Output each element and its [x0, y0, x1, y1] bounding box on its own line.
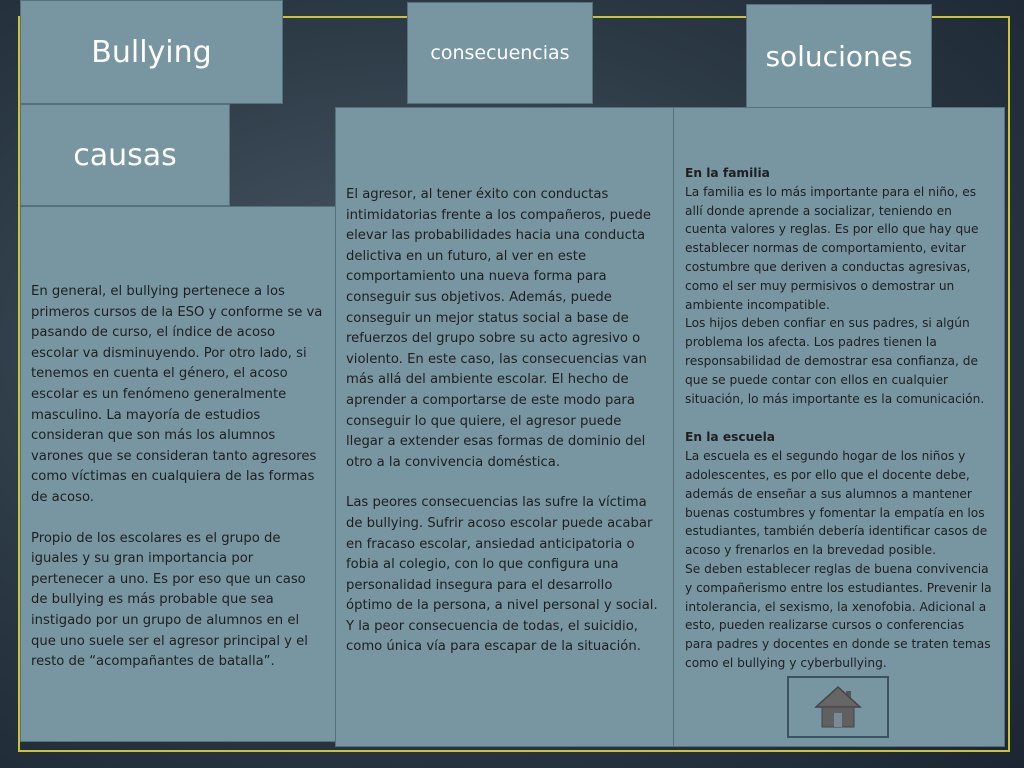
- consecuencias-paragraph-2: Las peores consecuencias las sufre la víctima de bullying. Sufrir acoso escolar puede acabar en fracaso escolar, ansiedad anticipatoria o fobia al colegio, con lo que configura una personalidad insegura para el desarrollo óptimo de la persona, a nivel personal y social. Y la peor consecuencia de todas, el suicidio, como única vía para escapar de la situación.: [346, 495, 658, 655]
- title-consecuencias-text: consecuencias: [430, 42, 570, 64]
- title-causas: [20, 104, 230, 206]
- familia-heading: En la familia: [685, 166, 770, 180]
- escuela-paragraph-2: Se deben establecer reglas de buena convivencia y compañerismo entre los estudiantes. Prevenir la intolerancia, el sexismo, la xenofobia. Adicional a esto, pueden realizarse cursos o conferencias para padres y docentes en donde se traten temas como el bullying y cyberbullying.: [685, 561, 992, 670]
- causas-paragraph-2: Propio de los escolares es el grupo de iguales y su gran importancia por pertenecer a uno. Es por eso que un caso de bullying es más probable que sea instigado por un grupo de alumnos en el que uno suele ser el agresor principal y el resto de “acompañantes de batalla”.: [31, 530, 308, 670]
- title-causas-text: causas: [73, 137, 177, 173]
- title-soluciones: [746, 4, 932, 108]
- causas-paragraph-1: En general, el bullying pertenece a los primeros cursos de la ESO y conforme se va pasando de curso, el índice de acoso escolar va disminuyendo. Por otro lado, si tenemos en cuenta el género, el acoso escolar es un fenómeno generalmente masculino. La mayoría de estudios consideran que son más los alumnos varones que se consideran tanto agresores como víctimas en cualquiera de las formas de acoso.: [31, 284, 323, 505]
- escuela-heading: En la escuela: [685, 430, 775, 445]
- home-icon: [814, 683, 862, 731]
- escuela-paragraph-1: La escuela es el segundo hogar de los niños y adolescentes, es por ello que el docente debe, además de enseñar a sus alumnos a mantener buenas costumbres y fomentar la empatía en los estudiantes, también debería identificar casos de acoso y frenarlos en la brevedad posible.: [685, 449, 988, 558]
- consecuencias-paragraph-1: El agresor, al tener éxito con conductas intimidatorias frente a los compañeros, puede elevar las probabilidades hacia una conducta delictiva en un futuro, al ver en este comportamiento una nueva forma para conseguir sus objetivos. Además, puede conseguir un mejor status social a base de refuerzos del grupo sobre su acto agresivo o violento. En este caso, las consecuencias van más allá del ambiente escolar. El hecho de aprender a comportarse de este modo para conseguir lo que quiere, el agresor puede llegar a extender esas formas de dominio del otro a la convivencia doméstica.: [346, 187, 651, 470]
- consecuencias-panel: [335, 107, 675, 747]
- title-bullying: [20, 0, 283, 104]
- familia-paragraph-1: La familia es lo más importante para el niño, es allí donde aprende a socializar, teniendo en cuenta valores y reglas. Es por ello que hay que establecer normas de comportamiento, evitar costumbre que deriven a conductas agresivas, como el ser muy permisivos o demostrar un ambiente incompatible.: [685, 184, 979, 312]
- title-soluciones-text: soluciones: [765, 39, 913, 73]
- title-consecuencias: [407, 2, 593, 104]
- soluciones-panel: [673, 107, 1005, 747]
- home-button[interactable]: [787, 676, 889, 738]
- familia-paragraph-2: Los hijos deben confiar en sus padres, si algún problema los afecta. Los padres tienen la responsabilidad de demostrar esa confianza, de que se puede contar con ellos en cualquier situación, lo más importante es la comunicación.: [685, 316, 985, 406]
- title-bullying-text: Bullying: [91, 34, 212, 70]
- causas-panel: [20, 206, 336, 742]
